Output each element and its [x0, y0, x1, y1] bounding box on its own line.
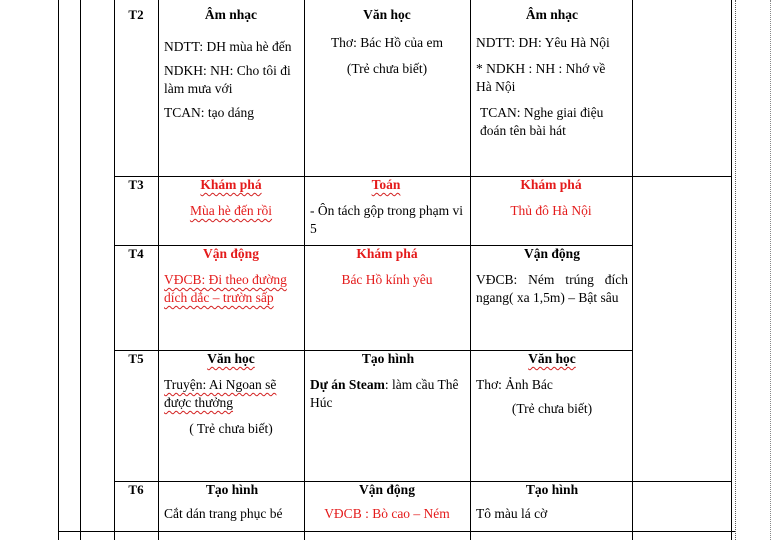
activity-cell: [164, 6, 298, 128]
activity-line: VĐCB: Ném trúng đích ngang( xa 1,5m) – Bật sâu: [476, 272, 628, 305]
activity-line: NDTT: DH: Yêu Hà Nội: [476, 35, 610, 50]
activity-title: Khám phá: [200, 177, 262, 192]
column-divider: [731, 0, 732, 540]
activity-line: VĐCB: Đi theo đường dích dắc – trườn sấp: [164, 272, 287, 305]
day-label: T2: [128, 7, 144, 22]
activity-line: TCAN: tạo dáng: [164, 105, 254, 120]
activity-line: TCAN: Nghe giai điệu đoán tên bài hát: [480, 105, 604, 138]
activity-title: Vận động: [203, 246, 259, 261]
activity-title: Tạo hình: [525, 482, 579, 497]
activity-title: Văn học: [207, 351, 255, 366]
activity-line: * NDKH : NH : Nhớ về Hà Nội: [476, 61, 606, 94]
activity-title: Vận động: [359, 482, 415, 497]
column-divider: [114, 0, 115, 540]
activity-title: Toán: [371, 177, 401, 192]
table-border-bottom: [58, 531, 735, 532]
activity-title: Văn học: [363, 7, 411, 22]
activity-cell: [306, 245, 468, 295]
activity-cell: [476, 350, 628, 424]
day-label: T5: [128, 351, 144, 366]
activity-cell: [164, 350, 298, 444]
activity-cell: [310, 350, 466, 418]
activity-cell: [472, 176, 630, 226]
activity-bold-lead: Dự án Steam: [310, 377, 385, 392]
activity-line: [310, 376, 466, 412]
activity-cell: [306, 481, 468, 529]
table-border-left: [58, 0, 59, 540]
page-margin-guide: [770, 0, 771, 540]
activity-title: Âm nhạc: [204, 7, 258, 22]
activity-cell: [306, 176, 466, 244]
activity-cell: [306, 6, 468, 84]
activity-cell: [164, 245, 298, 313]
activity-cell: [160, 176, 302, 226]
activity-line: Thơ: Bác Hồ của em: [330, 35, 444, 50]
activity-title: Tạo hình: [205, 482, 259, 497]
column-divider: [304, 0, 305, 540]
day-label: T6: [128, 482, 144, 497]
activity-line: (Trẻ chưa biết): [511, 401, 593, 416]
activity-line: Truyện: Ai Ngoan sẽ được thưởng: [164, 377, 277, 410]
activity-line: VĐCB : Bò cao – Ném: [324, 506, 450, 521]
activity-line: Mùa hè đến rồi: [189, 203, 273, 218]
column-divider: [158, 0, 159, 540]
activity-line: Thủ đô Hà Nội: [510, 203, 592, 218]
column-divider: [80, 0, 81, 540]
column-divider: [632, 0, 633, 540]
activity-title: Khám phá: [520, 177, 582, 192]
day-label: T3: [128, 177, 144, 192]
activity-cell: [476, 481, 628, 529]
activity-line: ( Trẻ chưa biết): [189, 421, 273, 436]
activity-line: NDKH: NH: Cho tôi đi làm mưa với: [164, 63, 291, 96]
activity-title: Khám phá: [356, 246, 418, 261]
activity-line: (Trẻ chưa biết): [346, 61, 428, 76]
activity-line-text: : làm cầu Thê Húc: [310, 377, 459, 410]
activity-cell: [476, 245, 628, 313]
activity-line: Thơ: Ảnh Bác: [476, 377, 553, 392]
activity-title: Vận động: [524, 246, 580, 261]
activity-title: Văn học: [528, 351, 576, 366]
activity-title: Tạo hình: [361, 351, 415, 366]
activity-line: Cắt dán trang phục bé: [164, 506, 283, 521]
column-divider: [470, 0, 471, 540]
activity-cell: [476, 6, 628, 146]
activity-line: Bác Hồ kính yêu: [341, 272, 433, 287]
activity-line: Tô màu lá cờ: [476, 506, 548, 521]
column-divider-dotted: [735, 0, 736, 540]
activity-cell: [164, 481, 300, 529]
activity-line: - Ôn tách gộp trong phạm vi 5: [310, 203, 463, 236]
day-label: T4: [128, 246, 144, 261]
activity-title: Âm nhạc: [525, 7, 579, 22]
activity-line: NDTT: DH mùa hè đến: [164, 39, 292, 54]
